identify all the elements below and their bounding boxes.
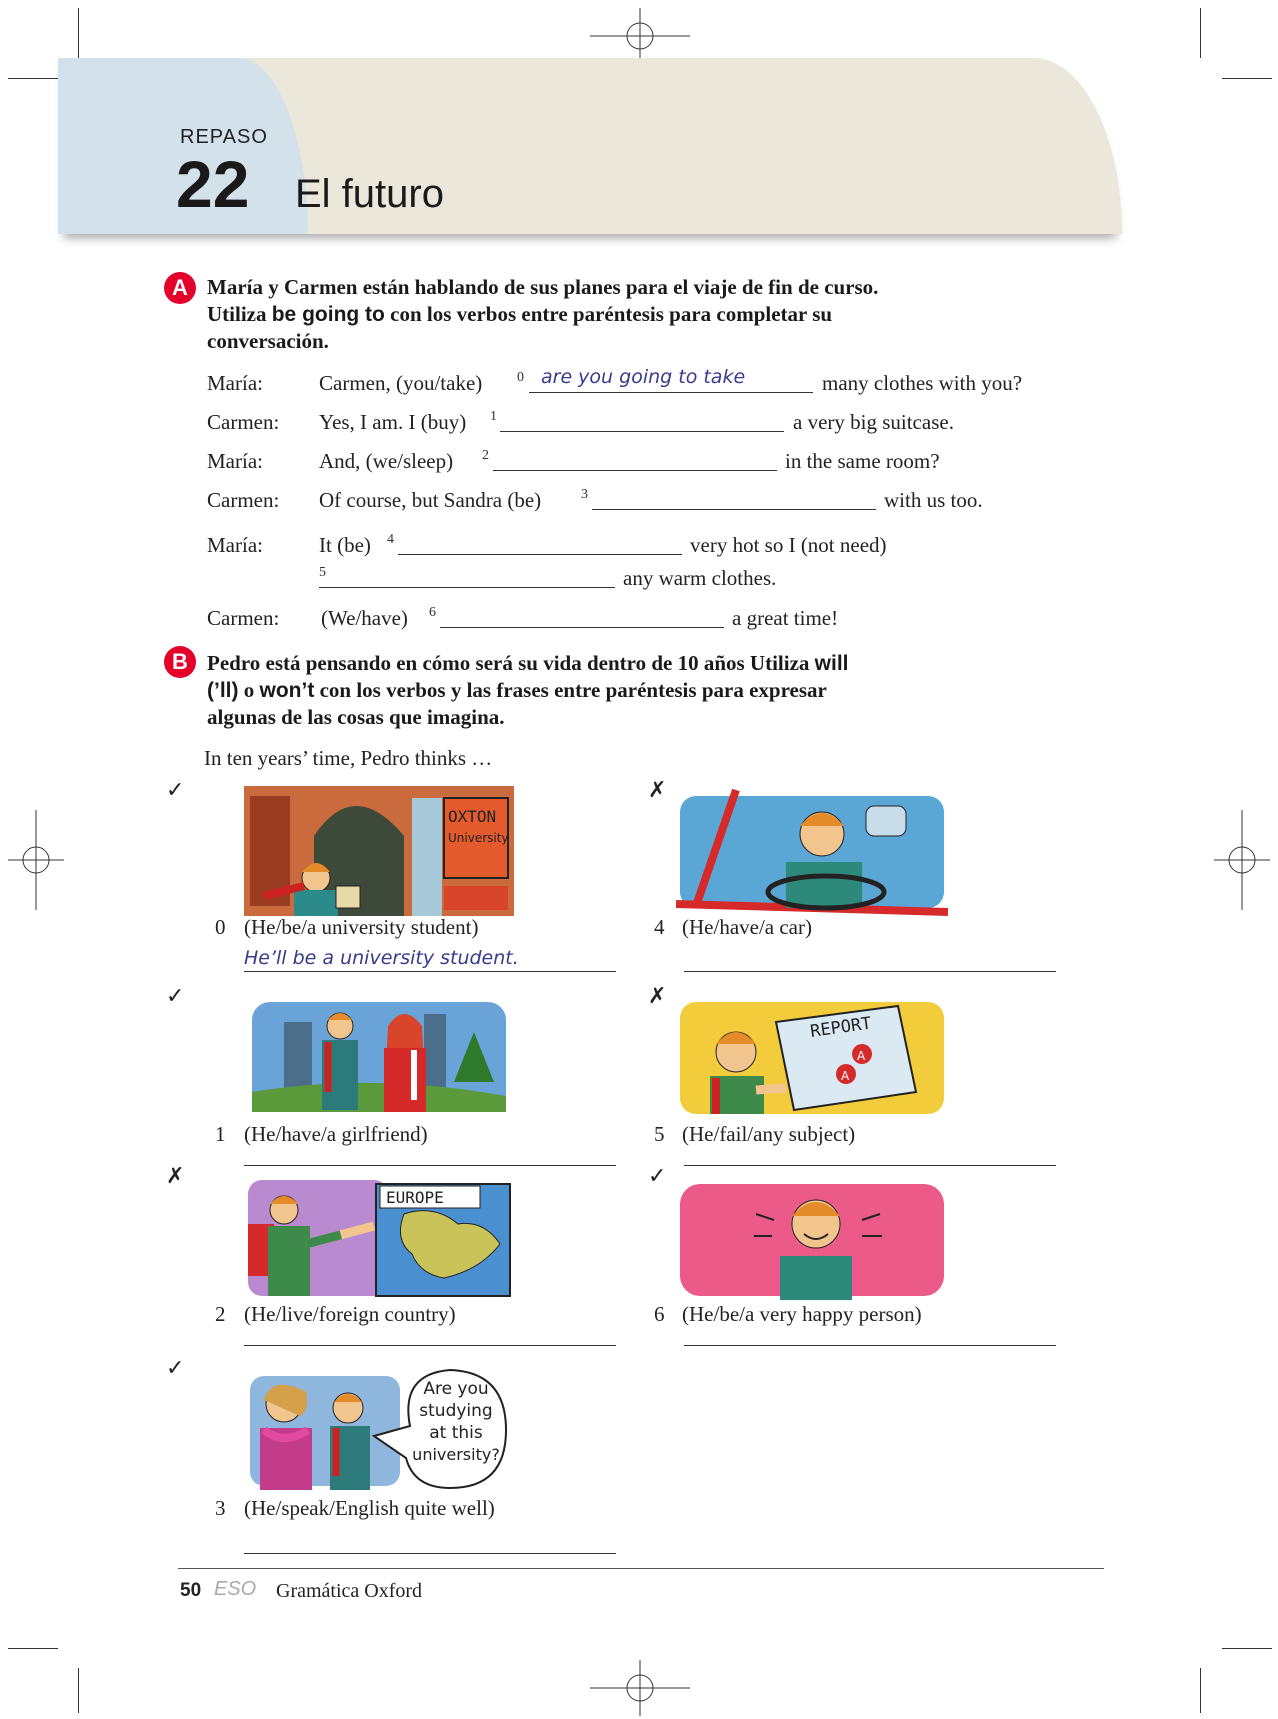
line-text: many clothes with you? (822, 371, 1023, 395)
answer-blank[interactable] (244, 1344, 616, 1346)
answer-blank[interactable] (440, 626, 724, 628)
answer-blank[interactable] (529, 391, 813, 393)
unit-label: REPASO (180, 126, 268, 148)
registration-mark-icon (8, 810, 64, 910)
check-icon: ✓ (166, 984, 185, 1009)
section-b-badge: B (164, 646, 196, 678)
speaker: María: (207, 533, 263, 557)
blank-answer: are you going to take (541, 366, 746, 388)
check-icon: ✓ (648, 1164, 667, 1189)
blank-number: 3 (581, 487, 588, 502)
section-b-instruction-line-2: (’ll) o won’t con los verbos y las frases entre paréntesis para expresar (207, 678, 827, 702)
crop-mark (78, 1668, 79, 1713)
illustration-europe-map (244, 1174, 514, 1300)
line-text: very hot so I (not need) (690, 533, 887, 557)
item-number: 2 (215, 1302, 226, 1326)
crop-mark (1222, 1648, 1272, 1649)
illustration-girlfriend (244, 992, 514, 1122)
section-a-badge: A (164, 272, 196, 304)
illustration-car (676, 786, 948, 916)
book-title: Gramática Oxford (276, 1580, 423, 1602)
page-number: 50 (180, 1580, 202, 1601)
line-text: It (be) (319, 533, 371, 557)
line-text: Yes, I am. I (buy) (319, 410, 467, 434)
answer-blank[interactable] (244, 970, 616, 972)
line-text: any warm clothes. (623, 566, 777, 590)
speaker: María: (207, 449, 263, 473)
cross-icon: ✗ (648, 984, 667, 1009)
line-text: Carmen, (you/take) (319, 371, 483, 395)
line-text: a great time! (732, 606, 839, 630)
footer-divider (178, 1568, 1104, 1569)
item-prompt: (He/fail/any subject) (682, 1122, 856, 1146)
unit-number: 22 (176, 147, 250, 221)
speech-bubble-text: university? (412, 1445, 500, 1464)
section-b-instruction-line-1: Pedro está pensando en cómo será su vida dentro de 10 años Utiliza will (207, 651, 849, 675)
registration-mark-icon (590, 8, 690, 64)
item-prompt: (He/live/foreign country) (244, 1302, 456, 1326)
answer-blank[interactable] (592, 508, 876, 510)
crop-mark (78, 8, 79, 58)
registration-mark-icon (590, 1660, 690, 1716)
section-a-instruction-line-3: conversación. (207, 329, 329, 353)
item-prompt: (He/have/a car) (682, 915, 812, 939)
item-number: 0 (215, 915, 226, 939)
answer-blank[interactable] (500, 430, 784, 432)
line-text: And, (we/sleep) (319, 449, 454, 473)
answer-blank[interactable] (319, 586, 615, 588)
map-label: EUROPE (386, 1188, 444, 1207)
cross-icon: ✗ (166, 1164, 185, 1189)
cross-icon: ✗ (648, 778, 667, 803)
speaker: María: (207, 371, 263, 395)
blank-number: 5 (319, 565, 326, 580)
crop-mark (1200, 1668, 1201, 1713)
answer-blank[interactable] (684, 1164, 1056, 1166)
illustration-happy-person (676, 1174, 948, 1300)
blank-number: 2 (482, 448, 489, 463)
section-a-instruction-line-2: Utiliza be going to con los verbos entre paréntesis para completar su (207, 302, 833, 326)
speaker: Carmen: (207, 606, 280, 630)
report-label: REPORT (809, 1013, 873, 1042)
answer-blank[interactable] (493, 469, 777, 471)
item-prompt: (He/be/a very happy person) (682, 1302, 922, 1326)
blank-number: 0 (517, 370, 524, 385)
blank-number: 4 (387, 532, 394, 547)
answer-blank[interactable] (684, 1344, 1056, 1346)
item-prompt: (He/have/a girlfriend) (244, 1122, 428, 1146)
section-b-instruction-line-3: algunas de las cosas que imagina. (207, 705, 505, 729)
crop-mark (1222, 78, 1272, 79)
grade-text: A (857, 1049, 866, 1063)
line-text: in the same room? (785, 449, 940, 473)
answer-blank[interactable] (398, 553, 682, 555)
grade-text: A (841, 1069, 850, 1083)
item-number: 4 (654, 915, 665, 939)
line-text: a very big suitcase. (793, 410, 954, 434)
series-label: ESO (214, 1578, 257, 1600)
item-prompt: (He/speak/English quite well) (244, 1496, 495, 1520)
line-text: with us too. (884, 488, 983, 512)
item-answer: He’ll be a university student. (244, 947, 519, 969)
section-a-instruction-line-1: María y Carmen están hablando de sus planes para el viaje de fin de curso. (207, 275, 879, 299)
answer-blank[interactable] (244, 1164, 616, 1166)
item-prompt: (He/be/a university student) (244, 915, 479, 939)
speaker: Carmen: (207, 488, 280, 512)
illustration-speaking (244, 1366, 520, 1494)
answer-blank[interactable] (684, 970, 1056, 972)
speech-bubble-text: studying (419, 1401, 493, 1421)
sign-text: University (448, 831, 509, 845)
crop-mark (8, 1648, 58, 1649)
page-title: El futuro (295, 172, 444, 216)
registration-mark-icon (1214, 810, 1270, 910)
item-number: 1 (215, 1122, 226, 1146)
line-text: Of course, but Sandra (be) (319, 488, 542, 512)
blank-number: 1 (490, 409, 497, 424)
answer-blank[interactable] (244, 1552, 616, 1554)
item-number: 3 (215, 1496, 226, 1520)
line-text: (We/have) (321, 606, 408, 630)
crop-mark (1200, 8, 1201, 58)
speaker: Carmen: (207, 410, 280, 434)
crop-mark (8, 78, 58, 79)
illustration-university (244, 786, 514, 916)
item-number: 6 (654, 1302, 665, 1326)
sign-text: OXTON (448, 807, 497, 826)
lead-text: In ten years’ time, Pedro thinks … (204, 746, 493, 770)
check-icon: ✓ (166, 778, 185, 803)
illustration-report (676, 992, 948, 1122)
blank-number: 6 (429, 605, 436, 620)
speech-bubble-text: at this (429, 1423, 483, 1443)
item-number: 5 (654, 1122, 665, 1146)
check-icon: ✓ (166, 1356, 185, 1381)
speech-bubble-text: Are you (423, 1379, 489, 1399)
